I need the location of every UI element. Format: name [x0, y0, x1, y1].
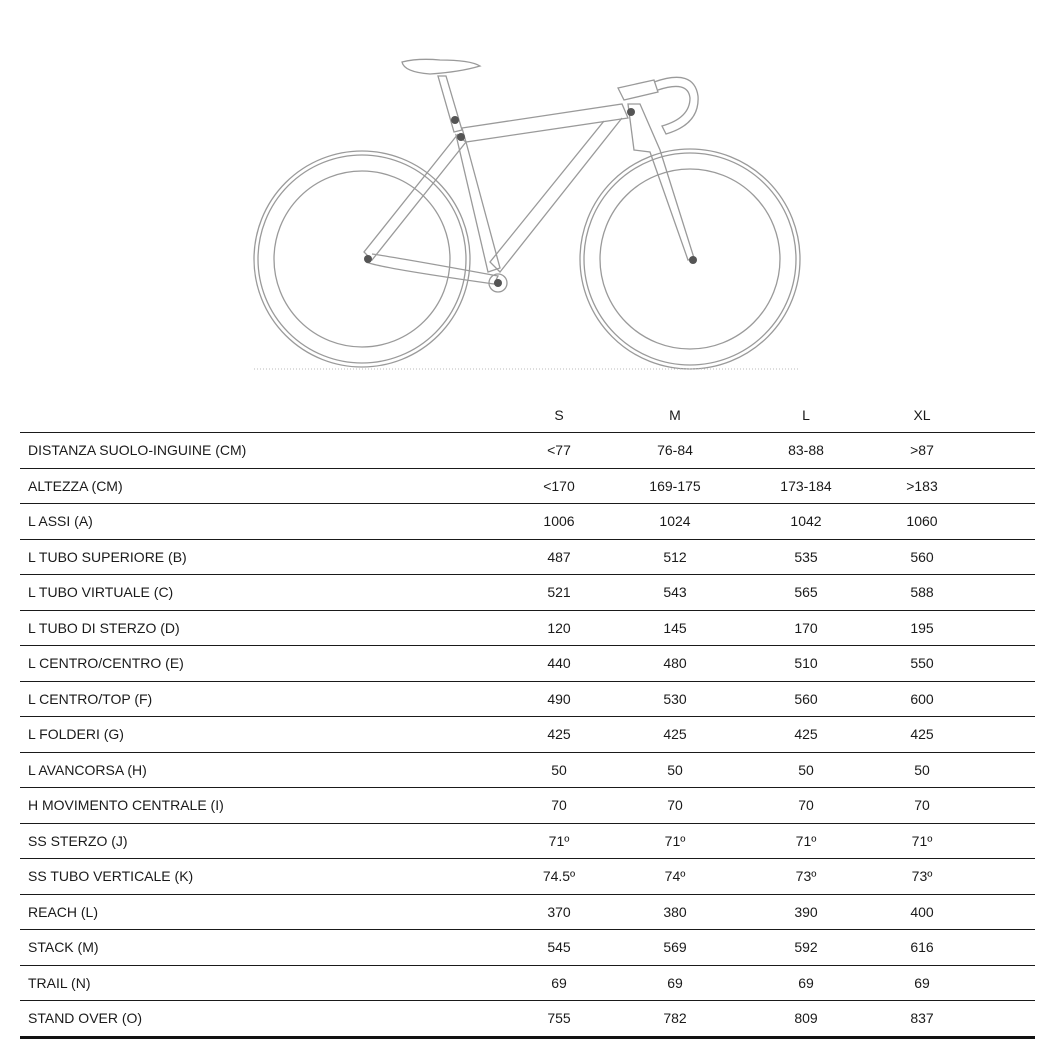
cell-value: 588: [882, 575, 962, 611]
row-label: L TUBO DI STERZO (D): [20, 610, 498, 646]
cell-value: 543: [620, 575, 730, 611]
cell-value: 50: [730, 752, 882, 788]
row-end-spacer: [962, 468, 1035, 504]
cell-value: 73º: [730, 859, 882, 895]
seatpost: [438, 76, 462, 132]
cell-value: 490: [498, 681, 620, 717]
rear-tire-outer: [254, 151, 470, 367]
cell-value: 69: [730, 965, 882, 1001]
cell-value: 50: [498, 752, 620, 788]
table-row: [20, 788, 1035, 824]
cell-value: 1006: [498, 504, 620, 540]
cell-value: 173-184: [730, 468, 882, 504]
rear-rim: [274, 171, 450, 347]
row-end-spacer: [962, 965, 1035, 1001]
row-label: STAND OVER (O): [20, 1001, 498, 1038]
cell-value: 425: [882, 717, 962, 753]
cell-value: 530: [620, 681, 730, 717]
row-end-spacer: [962, 504, 1035, 540]
cell-value: 370: [498, 894, 620, 930]
row-end-spacer: [962, 859, 1035, 895]
cell-value: 569: [620, 930, 730, 966]
row-end-spacer: [962, 646, 1035, 682]
cell-value: <170: [498, 468, 620, 504]
cell-value: 71º: [620, 823, 730, 859]
row-label: L TUBO SUPERIORE (B): [20, 539, 498, 575]
row-label: L CENTRO/CENTRO (E): [20, 646, 498, 682]
row-end-spacer: [962, 788, 1035, 824]
table-row: [20, 930, 1035, 966]
table-row: [20, 504, 1035, 540]
table-row: [20, 433, 1035, 469]
row-label: ALTEZZA (CM): [20, 468, 498, 504]
cell-value: 1042: [730, 504, 882, 540]
fork: [628, 104, 694, 260]
pivot-dot-rear-axle: [364, 255, 372, 263]
row-label: SS TUBO VERTICALE (K): [20, 859, 498, 895]
cell-value: 755: [498, 1001, 620, 1038]
pivot-dot-seat-clamp: [451, 116, 459, 124]
table-row: [20, 965, 1035, 1001]
cell-value: 169-175: [620, 468, 730, 504]
cell-value: 380: [620, 894, 730, 930]
table-row: [20, 539, 1035, 575]
cell-value: 70: [882, 788, 962, 824]
cell-value: 400: [882, 894, 962, 930]
rear-tire-inner: [258, 155, 466, 363]
cell-value: 592: [730, 930, 882, 966]
cell-value: 560: [730, 681, 882, 717]
row-end-spacer: [962, 752, 1035, 788]
row-label: L TUBO VIRTUALE (C): [20, 575, 498, 611]
cell-value: 70: [730, 788, 882, 824]
stem: [618, 80, 658, 100]
row-label: L AVANCORSA (H): [20, 752, 498, 788]
cell-value: 512: [620, 539, 730, 575]
cell-value: 71º: [498, 823, 620, 859]
row-end-spacer: [962, 930, 1035, 966]
pivot-dot-head-tube: [627, 108, 635, 116]
cell-value: 73º: [882, 859, 962, 895]
cell-value: 390: [730, 894, 882, 930]
row-end-spacer: [962, 894, 1035, 930]
table-row: [20, 859, 1035, 895]
cell-value: 71º: [882, 823, 962, 859]
cell-value: >183: [882, 468, 962, 504]
row-label: DISTANZA SUOLO-INGUINE (CM): [20, 433, 498, 469]
header-label-spacer: [20, 398, 498, 433]
cell-value: >87: [882, 433, 962, 469]
cell-value: 510: [730, 646, 882, 682]
row-end-spacer: [962, 717, 1035, 753]
row-end-spacer: [962, 681, 1035, 717]
cell-value: 1024: [620, 504, 730, 540]
table-row: [20, 752, 1035, 788]
handlebar: [654, 77, 698, 134]
cell-value: 50: [882, 752, 962, 788]
cell-value: 782: [620, 1001, 730, 1038]
row-end-spacer: [962, 823, 1035, 859]
table-row: [20, 681, 1035, 717]
row-label: H MOVIMENTO CENTRALE (I): [20, 788, 498, 824]
down-tube: [490, 118, 622, 272]
cell-value: 76-84: [620, 433, 730, 469]
cell-value: 120: [498, 610, 620, 646]
table-row: [20, 823, 1035, 859]
cell-value: 550: [882, 646, 962, 682]
cell-value: 69: [620, 965, 730, 1001]
row-label: L FOLDERI (G): [20, 717, 498, 753]
cell-value: 195: [882, 610, 962, 646]
cell-value: 74º: [620, 859, 730, 895]
row-label: TRAIL (N): [20, 965, 498, 1001]
seat-tube: [456, 135, 500, 272]
table-header-row: [20, 398, 1035, 433]
geometry-table: [20, 398, 1035, 1039]
cell-value: 83-88: [730, 433, 882, 469]
column-header-size: S: [498, 398, 620, 433]
column-header-size: XL: [882, 398, 962, 433]
cell-value: 440: [498, 646, 620, 682]
saddle: [402, 59, 480, 74]
cell-value: 600: [882, 681, 962, 717]
row-label: STACK (M): [20, 930, 498, 966]
cell-value: 69: [882, 965, 962, 1001]
cell-value: <77: [498, 433, 620, 469]
row-end-spacer: [962, 610, 1035, 646]
cell-value: 545: [498, 930, 620, 966]
row-end-spacer: [962, 575, 1035, 611]
cell-value: 616: [882, 930, 962, 966]
row-label: L CENTRO/TOP (F): [20, 681, 498, 717]
cell-value: 425: [498, 717, 620, 753]
cell-value: 837: [882, 1001, 962, 1038]
cell-value: 521: [498, 575, 620, 611]
row-end-spacer: [962, 433, 1035, 469]
cell-value: 480: [620, 646, 730, 682]
table-row: [20, 610, 1035, 646]
cell-value: 425: [730, 717, 882, 753]
table-row: [20, 1001, 1035, 1038]
row-label: L ASSI (A): [20, 504, 498, 540]
cell-value: 50: [620, 752, 730, 788]
cell-value: 560: [882, 539, 962, 575]
cell-value: 1060: [882, 504, 962, 540]
cell-value: 70: [498, 788, 620, 824]
table-row: [20, 575, 1035, 611]
chain-stay: [366, 254, 498, 284]
cell-value: 74.5º: [498, 859, 620, 895]
cell-value: 425: [620, 717, 730, 753]
row-end-spacer: [962, 1001, 1035, 1038]
cell-value: 145: [620, 610, 730, 646]
cell-value: 69: [498, 965, 620, 1001]
row-label: SS STERZO (J): [20, 823, 498, 859]
table-row: [20, 894, 1035, 930]
header-end-spacer: [962, 398, 1035, 433]
cell-value: 535: [730, 539, 882, 575]
cell-value: 809: [730, 1001, 882, 1038]
cell-value: 70: [620, 788, 730, 824]
pivot-dot-front-axle: [689, 256, 697, 264]
table-row: [20, 468, 1035, 504]
cell-value: 71º: [730, 823, 882, 859]
pivot-dot-bottom-bracket: [494, 279, 502, 287]
row-end-spacer: [962, 539, 1035, 575]
cell-value: 565: [730, 575, 882, 611]
cell-value: 487: [498, 539, 620, 575]
pivot-dot-top-tube: [457, 133, 465, 141]
column-header-size: L: [730, 398, 882, 433]
column-header-size: M: [620, 398, 730, 433]
bike-diagram-icon: [0, 0, 1041, 390]
table-row: [20, 717, 1035, 753]
row-label: REACH (L): [20, 894, 498, 930]
cell-value: 170: [730, 610, 882, 646]
table-row: [20, 646, 1035, 682]
